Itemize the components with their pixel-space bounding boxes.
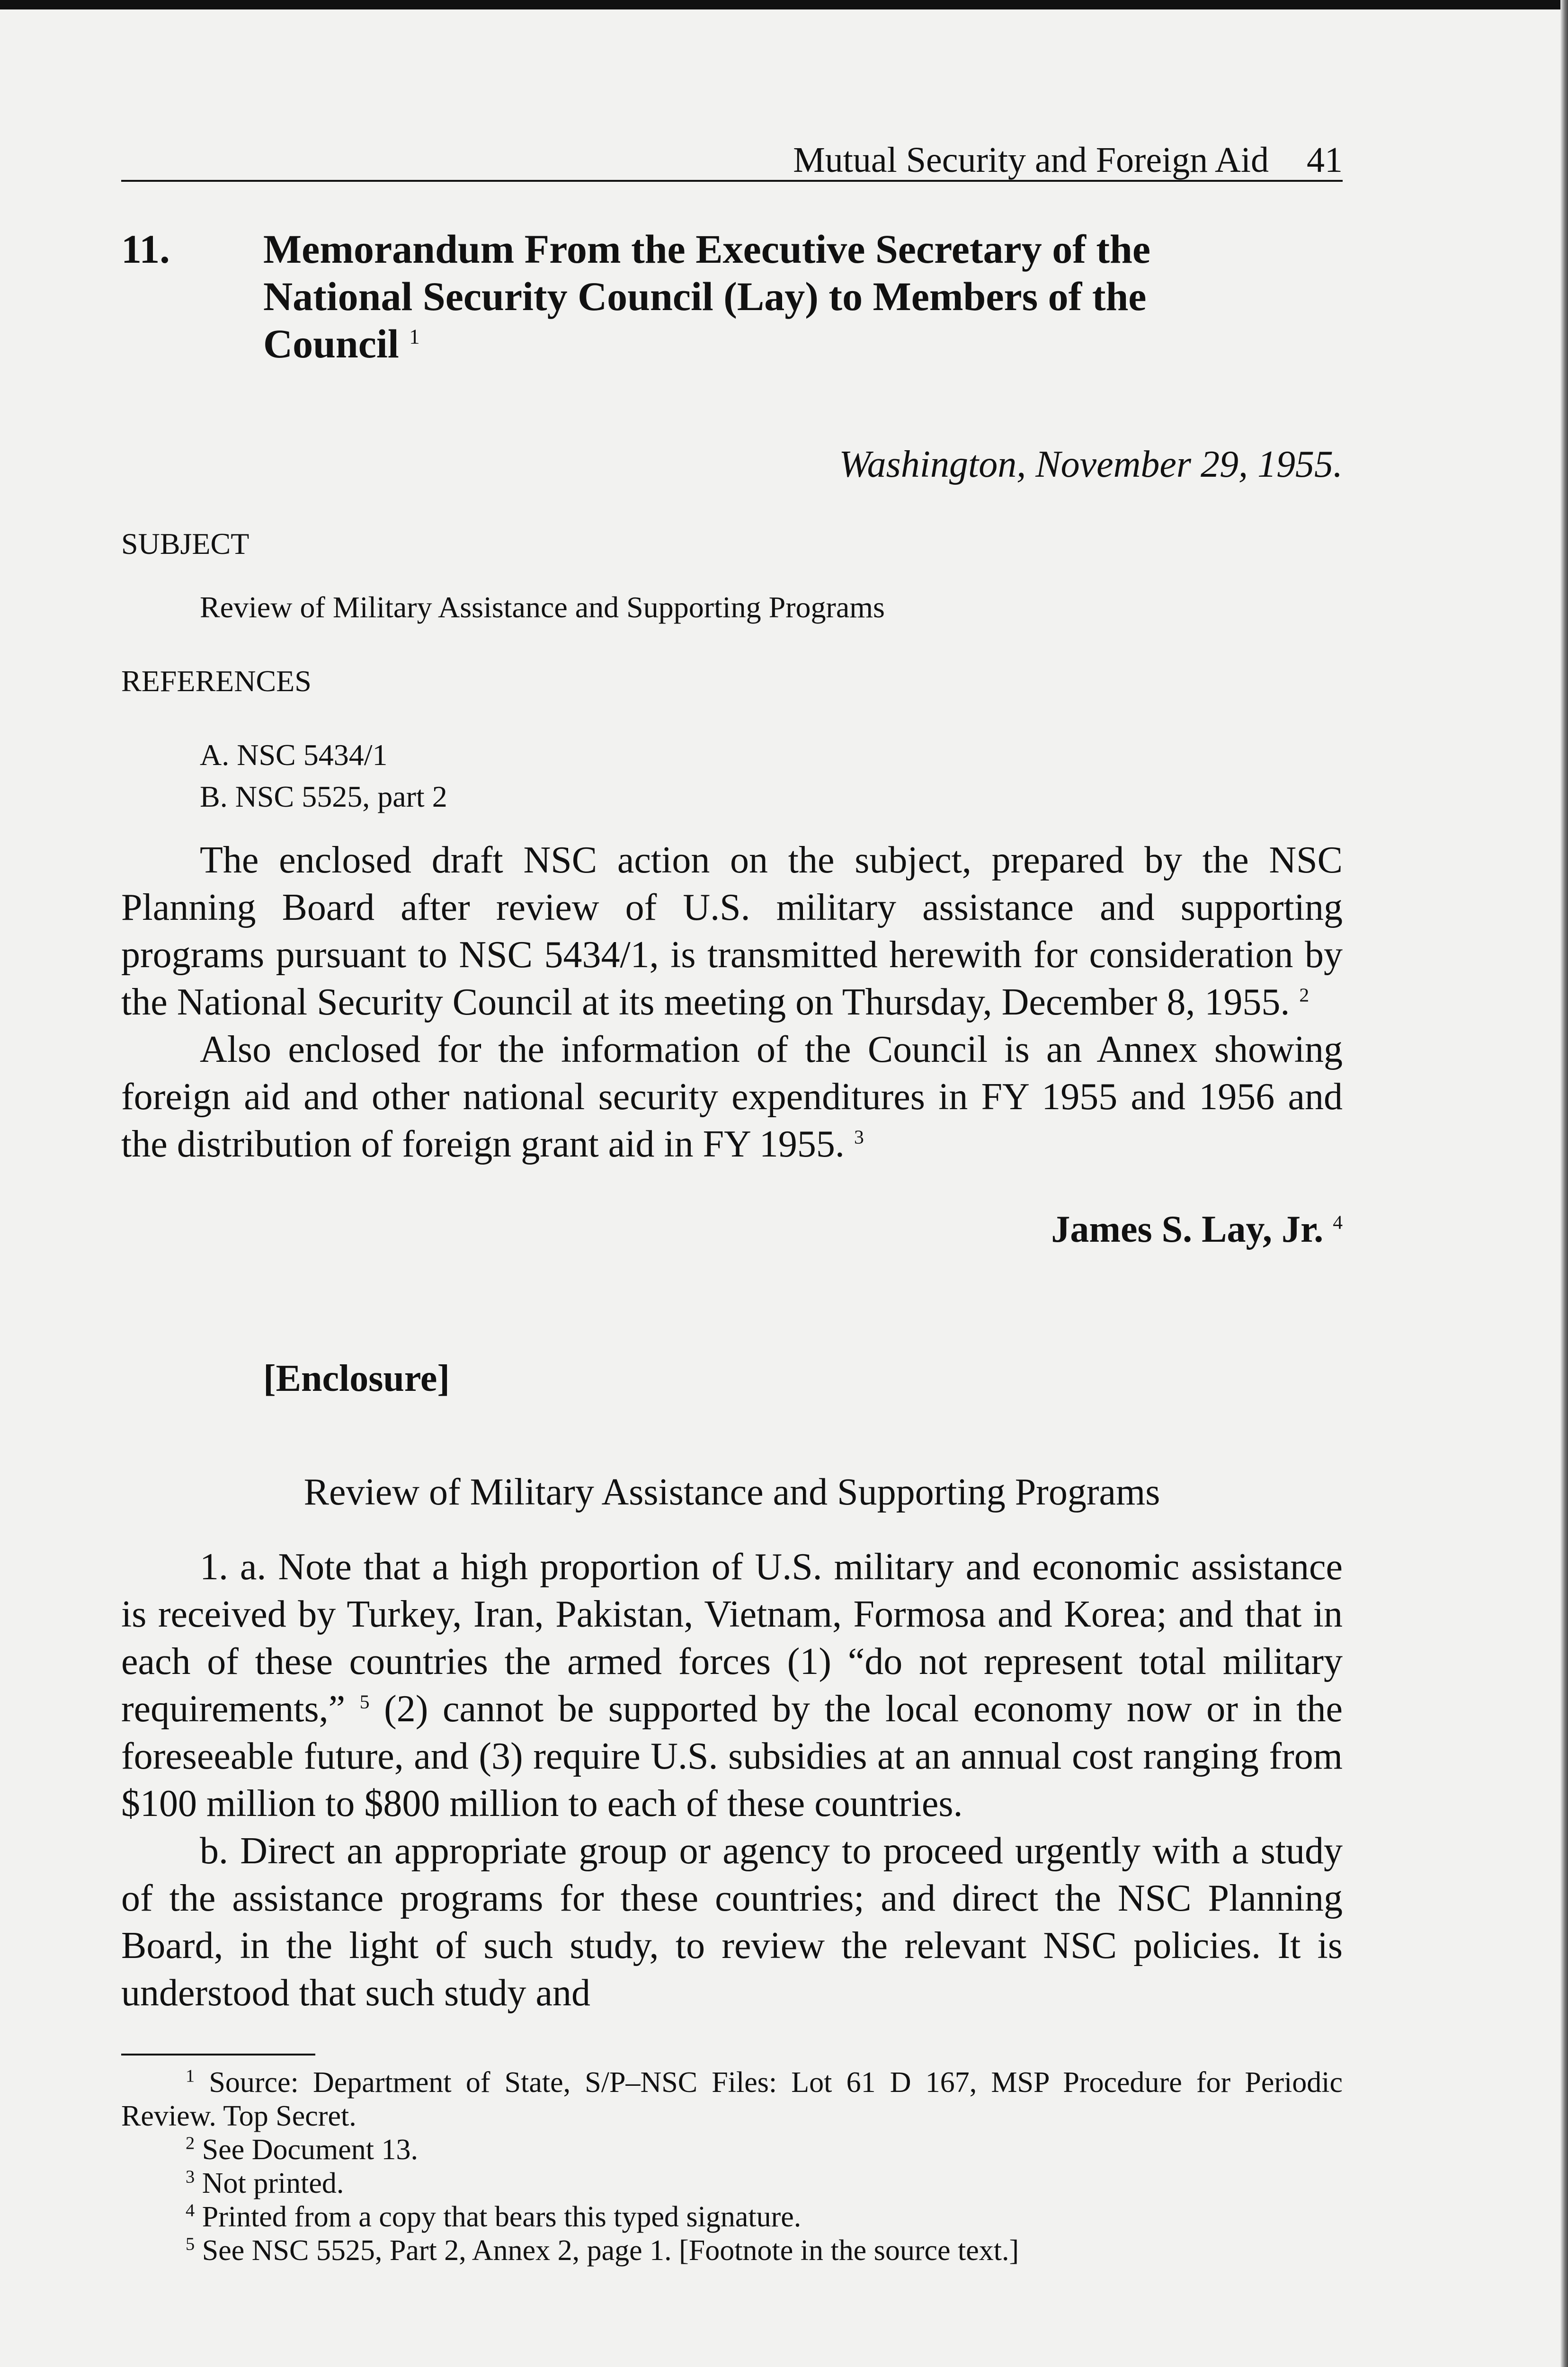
footnote-5-marker: 5 [186,2234,195,2254]
footnote-4-marker: 4 [186,2200,195,2221]
footnote-3-text: Not printed. [202,2167,344,2199]
body-paragraph-1-text: The enclosed draft NSC action on the subject, prepared by the NSC Planning Board after review of U.S. military assistance and supporting programs pursuant to NSC 5434/1, is transmitted herewith for consideration by the National Security Council at its meeting on Thursday, December 8, 1955. [121,839,1343,1023]
footnote-ref-3[interactable]: 3 [854,1126,864,1148]
document-number: 11. [121,226,170,272]
enclosure-title: Review of Military Assistance and Supporting Programs [303,1471,1160,1513]
footnote-ref-1[interactable]: 1 [409,324,420,348]
footnote-1 [121,2066,1343,2133]
reference-item-a: A. NSC 5434/1 [200,738,388,772]
footnote-1-marker: 1 [186,2066,195,2086]
reference-item-b: B. NSC 5525, part 2 [200,780,447,813]
footnote-5-text: See NSC 5525, Part 2, Annex 2, page 1. [Footnote in the source text.] [202,2234,1019,2267]
body-paragraph-2-text: Also enclosed for the information of the Council is an Annex showing foreign aid and other national security expenditures in FY 1955 and 1956 and the distribution of foreign grant aid in FY 1955. [121,1029,1343,1165]
page [121,142,1343,2268]
enclosure-paragraph-1a [121,1543,1343,1827]
signature-name: James S. Lay, Jr. [1051,1209,1324,1250]
enclosure-paragraph-1b: b. Direct an appropriate group or agency to proceed urgently with a study of the assistance programs for these countries; and direct the NSC Planning Board, in the light of such study, to review the relevant NSC policies. It is understood that such study and [121,1830,1343,2014]
enclosure-paragraph-1a-continued: (2) cannot be supported by the local economy now or in the foreseeable future, and (3) require U.S. subsidies at an annual cost ranging from $100 million to $800 million to each of these countries. [121,1688,1343,1824]
references-label: REFERENCES [121,664,312,698]
dateline: Washington, November 29, 1955. [839,444,1343,485]
footnote-1-text: Source: Department of State, S/P–NSC Files: Lot 61 D 167, MSP Procedure for Periodic Review. Top Secret. [121,2066,1343,2132]
document-title-text: Memorandum From the Executive Secretary of the National Security Council (Lay) to Members of the Council [263,226,1150,366]
footnote-2 [121,2133,1343,2167]
subject-text: Review of Military Assistance and Supporting Programs [200,590,885,624]
footnote-3 [121,2167,1343,2200]
footnote-ref-5[interactable]: 5 [359,1691,370,1713]
scan-top-border [0,0,1568,9]
page-number: 41 [1307,140,1343,180]
body-paragraph-2 [121,1026,1343,1168]
document-heading [121,225,1343,367]
footnotes [121,2066,1343,2268]
enclosure-paragraph-1a-text: 1. a. Note that a high proportion of U.S. military and economic assistance is received by Turkey, Iran, Pakistan, Vietnam, Formosa and Korea; and that in each of these countries the armed forces (1) “do not represent total military requirements,” [121,1546,1343,1730]
running-title: Mutual Security and Foreign Aid [793,140,1269,180]
footnote-ref-4[interactable]: 4 [1333,1211,1343,1233]
scan-right-edge [1560,0,1568,2367]
footnote-4-text: Printed from a copy that bears this typed signature. [202,2201,802,2233]
references-list [200,734,1343,818]
footnote-4 [121,2200,1343,2234]
footnote-3-marker: 3 [186,2167,195,2187]
footnote-divider [121,2054,315,2056]
signature [121,1210,1343,1248]
footnote-ref-2[interactable]: 2 [1299,984,1310,1006]
footnote-5 [121,2234,1343,2268]
subject-label: SUBJECT [121,527,249,561]
footnote-2-marker: 2 [186,2133,195,2153]
document-title [263,225,1220,367]
enclosure-heading: [Enclosure] [263,1358,450,1399]
body-paragraph-1 [121,836,1343,1026]
running-header [121,142,1343,182]
footnote-2-text: See Document 13. [202,2134,418,2166]
